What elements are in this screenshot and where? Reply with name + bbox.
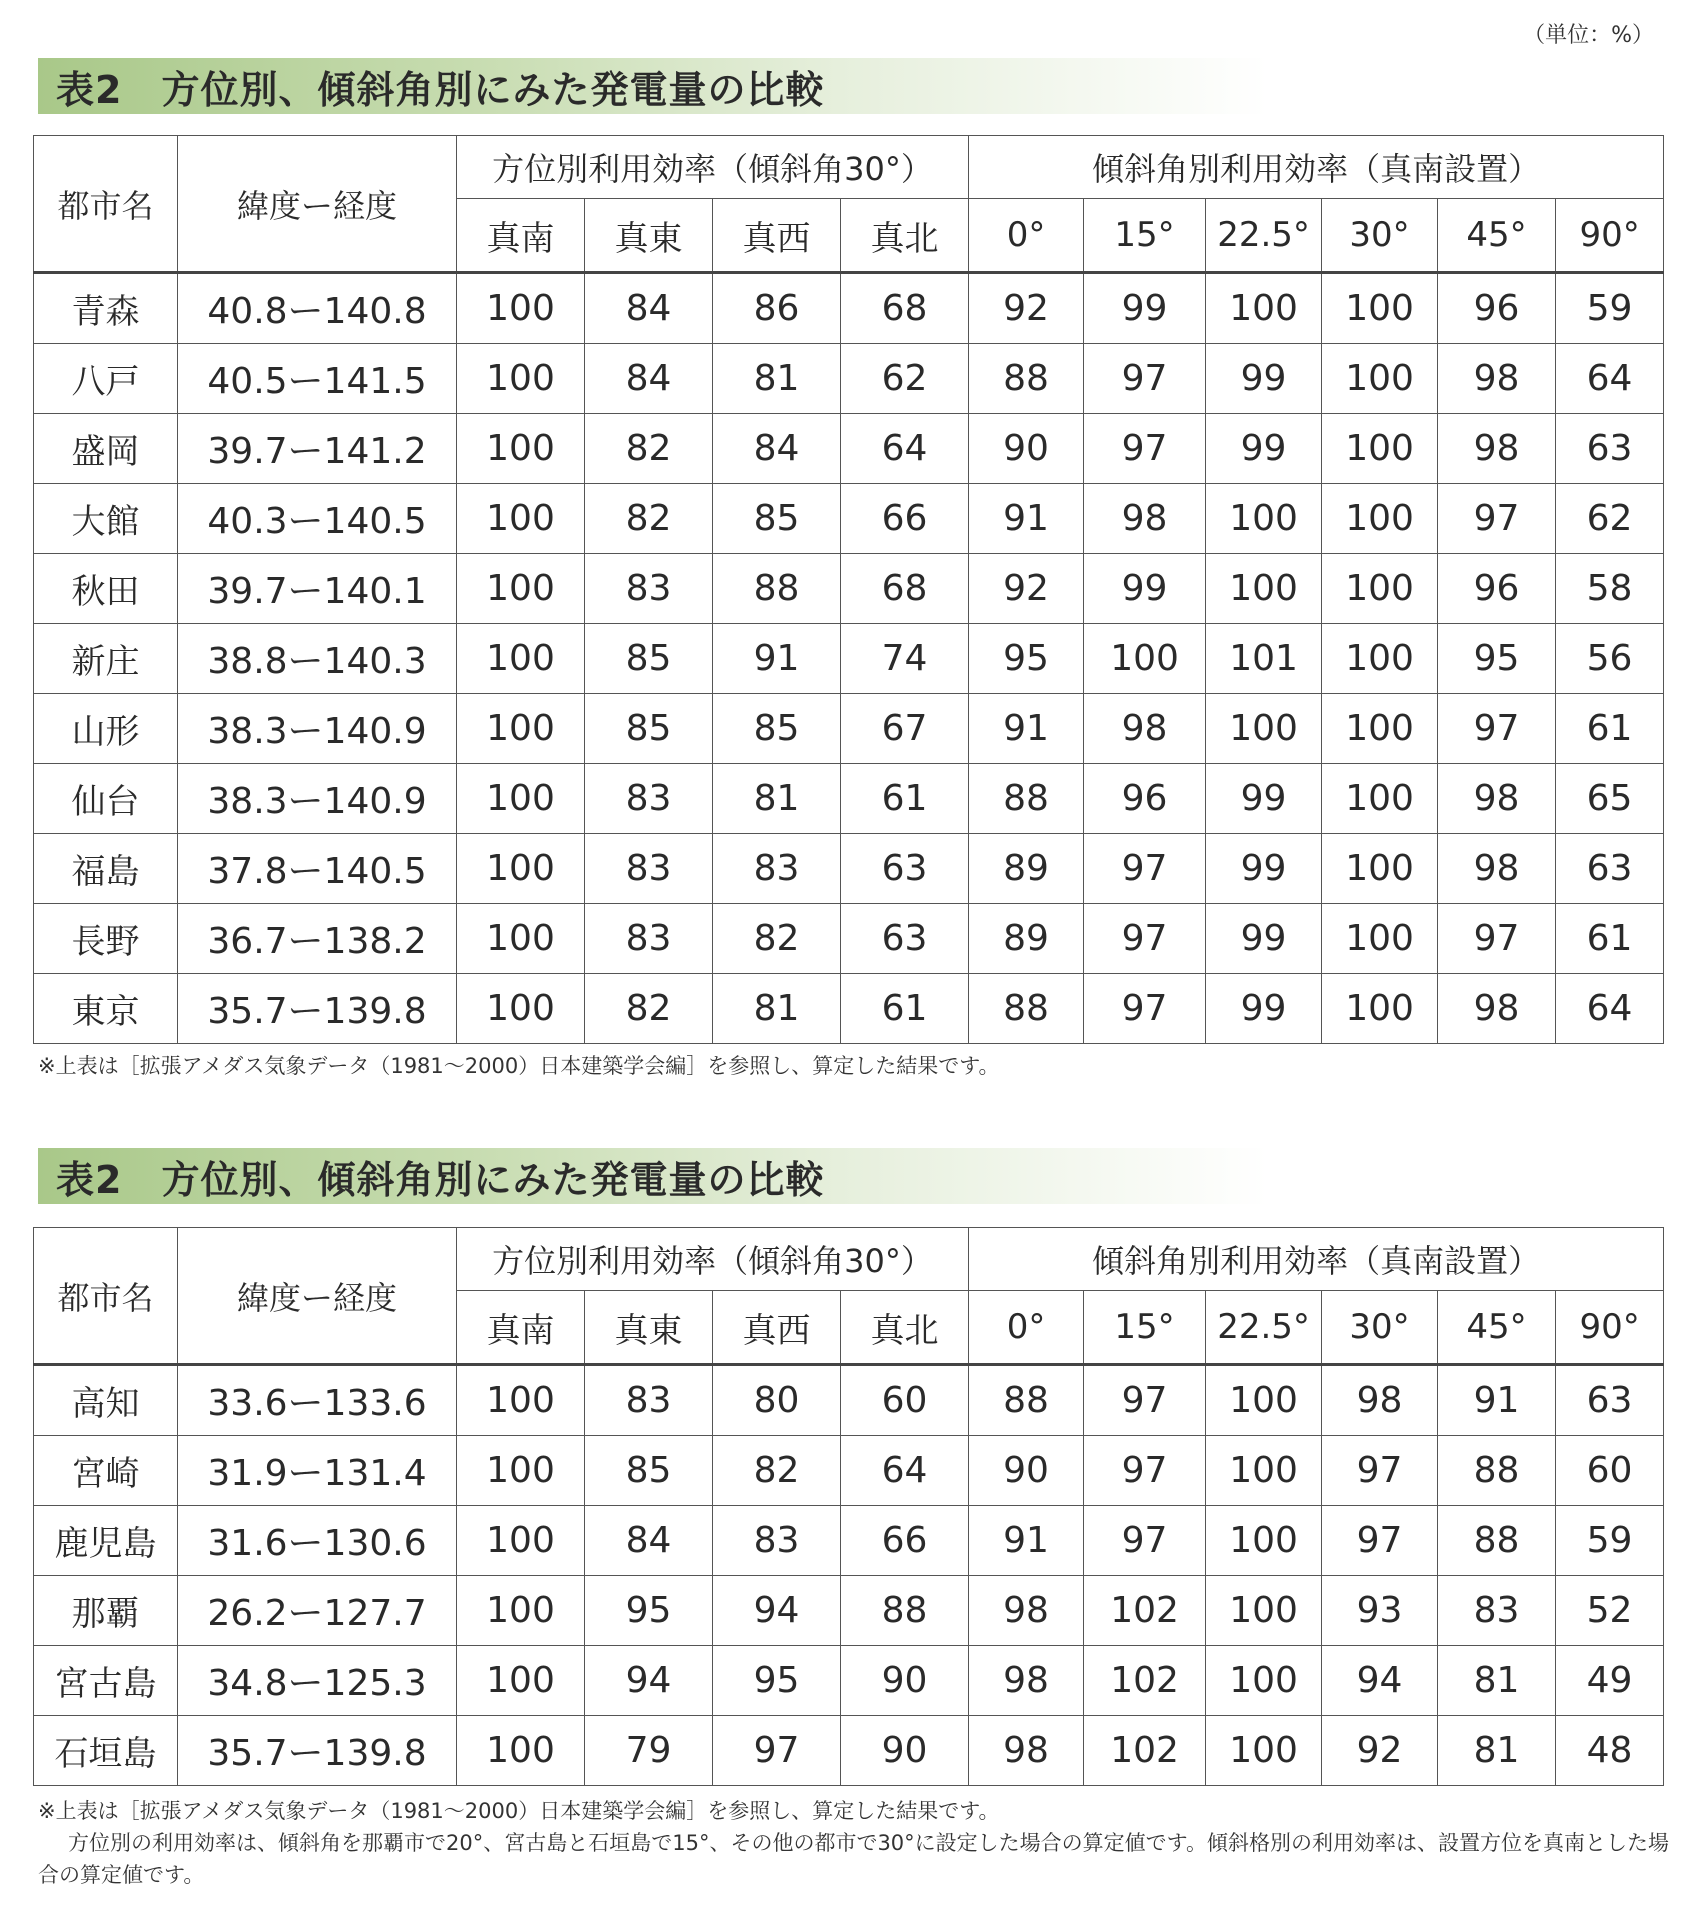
table1 bbox=[33, 135, 1664, 1044]
value-cell: 96 bbox=[1084, 764, 1206, 834]
header-tilt-45: 45° bbox=[1438, 1291, 1556, 1365]
value-cell: 97 bbox=[1084, 414, 1206, 484]
value-cell: 88 bbox=[969, 764, 1084, 834]
value-cell: 85 bbox=[585, 694, 713, 764]
value-cell: 64 bbox=[1556, 344, 1664, 414]
value-cell: 94 bbox=[1322, 1646, 1438, 1716]
header-west: 真西 bbox=[713, 199, 841, 273]
value-cell: 98 bbox=[1322, 1365, 1438, 1436]
value-cell: 92 bbox=[1322, 1716, 1438, 1786]
table-row bbox=[34, 1365, 1664, 1436]
value-cell: 99 bbox=[1206, 974, 1322, 1044]
latlon-cell: 39.7ー141.2 bbox=[178, 414, 457, 484]
latlon-cell: 40.8ー140.8 bbox=[178, 273, 457, 344]
value-cell: 100 bbox=[457, 974, 585, 1044]
value-cell: 97 bbox=[1438, 904, 1556, 974]
latlon-cell: 37.8ー140.5 bbox=[178, 834, 457, 904]
header-orientation-group: 方位別利用効率（傾斜角30°） bbox=[457, 136, 969, 199]
table2-title: 表2 方位別、傾斜角別にみた発電量の比較 bbox=[56, 1157, 825, 1202]
header-west: 真西 bbox=[713, 1291, 841, 1365]
value-cell: 97 bbox=[1084, 1365, 1206, 1436]
value-cell: 100 bbox=[1206, 484, 1322, 554]
value-cell: 82 bbox=[713, 904, 841, 974]
value-cell: 88 bbox=[1438, 1506, 1556, 1576]
city-cell: 石垣島 bbox=[34, 1716, 178, 1786]
value-cell: 100 bbox=[457, 484, 585, 554]
value-cell: 98 bbox=[969, 1646, 1084, 1716]
latlon-cell: 39.7ー140.1 bbox=[178, 554, 457, 624]
table-row bbox=[34, 974, 1664, 1044]
latlon-cell: 33.6ー133.6 bbox=[178, 1365, 457, 1436]
value-cell: 102 bbox=[1084, 1646, 1206, 1716]
header-south: 真南 bbox=[457, 199, 585, 273]
value-cell: 62 bbox=[841, 344, 969, 414]
table-row bbox=[34, 1506, 1664, 1576]
value-cell: 61 bbox=[1556, 904, 1664, 974]
table1-title-bar bbox=[38, 58, 1268, 114]
value-cell: 102 bbox=[1084, 1576, 1206, 1646]
value-cell: 81 bbox=[1438, 1646, 1556, 1716]
value-cell: 99 bbox=[1206, 764, 1322, 834]
value-cell: 100 bbox=[1206, 273, 1322, 344]
value-cell: 98 bbox=[1438, 414, 1556, 484]
table-row bbox=[34, 344, 1664, 414]
value-cell: 82 bbox=[585, 484, 713, 554]
latlon-cell: 35.7ー139.8 bbox=[178, 974, 457, 1044]
table-row bbox=[34, 904, 1664, 974]
value-cell: 100 bbox=[457, 834, 585, 904]
header-tilt-22-5: 22.5° bbox=[1206, 199, 1322, 273]
value-cell: 100 bbox=[457, 1506, 585, 1576]
value-cell: 81 bbox=[713, 974, 841, 1044]
value-cell: 98 bbox=[1084, 484, 1206, 554]
value-cell: 79 bbox=[585, 1716, 713, 1786]
value-cell: 65 bbox=[1556, 764, 1664, 834]
value-cell: 100 bbox=[1322, 414, 1438, 484]
header-tilt-30: 30° bbox=[1322, 199, 1438, 273]
header-tilt-15: 15° bbox=[1084, 1291, 1206, 1365]
city-cell: 新庄 bbox=[34, 624, 178, 694]
unit-label: （単位：%） bbox=[1523, 23, 1654, 48]
value-cell: 100 bbox=[457, 1365, 585, 1436]
value-cell: 84 bbox=[585, 273, 713, 344]
header-latlon: 緯度ー経度 bbox=[178, 136, 457, 273]
value-cell: 97 bbox=[713, 1716, 841, 1786]
header-east: 真東 bbox=[585, 1291, 713, 1365]
header-tilt-0: 0° bbox=[969, 1291, 1084, 1365]
value-cell: 83 bbox=[585, 554, 713, 624]
table2 bbox=[33, 1227, 1664, 1786]
table-row bbox=[34, 484, 1664, 554]
value-cell: 82 bbox=[585, 414, 713, 484]
value-cell: 98 bbox=[1438, 764, 1556, 834]
value-cell: 97 bbox=[1322, 1436, 1438, 1506]
value-cell: 83 bbox=[585, 834, 713, 904]
value-cell: 94 bbox=[585, 1646, 713, 1716]
value-cell: 83 bbox=[585, 904, 713, 974]
value-cell: 88 bbox=[1438, 1436, 1556, 1506]
value-cell: 102 bbox=[1084, 1716, 1206, 1786]
value-cell: 100 bbox=[1322, 554, 1438, 624]
header-city: 都市名 bbox=[34, 1228, 178, 1365]
table-row bbox=[34, 834, 1664, 904]
table2-note-detail: 方位別の利用効率は、傾斜角を那覇市で20°、宮古島と石垣島で15°、その他の都市で30°に設定した場合の算定値です。傾斜格別の利用効率は、設置方位を真南とした場合の算定値です。 bbox=[38, 1831, 1669, 1887]
city-cell: 大館 bbox=[34, 484, 178, 554]
value-cell: 91 bbox=[969, 484, 1084, 554]
value-cell: 74 bbox=[841, 624, 969, 694]
value-cell: 100 bbox=[1322, 273, 1438, 344]
value-cell: 100 bbox=[1322, 624, 1438, 694]
latlon-cell: 40.5ー141.5 bbox=[178, 344, 457, 414]
latlon-cell: 40.3ー140.5 bbox=[178, 484, 457, 554]
value-cell: 88 bbox=[841, 1576, 969, 1646]
latlon-cell: 31.9ー131.4 bbox=[178, 1436, 457, 1506]
value-cell: 97 bbox=[1322, 1506, 1438, 1576]
value-cell: 97 bbox=[1084, 1436, 1206, 1506]
value-cell: 99 bbox=[1206, 344, 1322, 414]
value-cell: 85 bbox=[713, 484, 841, 554]
value-cell: 96 bbox=[1438, 554, 1556, 624]
value-cell: 100 bbox=[457, 694, 585, 764]
value-cell: 100 bbox=[457, 1436, 585, 1506]
latlon-cell: 38.3ー140.9 bbox=[178, 694, 457, 764]
value-cell: 100 bbox=[457, 554, 585, 624]
value-cell: 84 bbox=[585, 344, 713, 414]
city-cell: 秋田 bbox=[34, 554, 178, 624]
value-cell: 99 bbox=[1206, 904, 1322, 974]
value-cell: 88 bbox=[713, 554, 841, 624]
value-cell: 83 bbox=[713, 834, 841, 904]
header-city: 都市名 bbox=[34, 136, 178, 273]
value-cell: 100 bbox=[1206, 1646, 1322, 1716]
header-tilt-30: 30° bbox=[1322, 1291, 1438, 1365]
value-cell: 96 bbox=[1438, 273, 1556, 344]
table-row bbox=[34, 694, 1664, 764]
value-cell: 95 bbox=[969, 624, 1084, 694]
value-cell: 100 bbox=[457, 1716, 585, 1786]
value-cell: 97 bbox=[1438, 694, 1556, 764]
header-east: 真東 bbox=[585, 199, 713, 273]
value-cell: 61 bbox=[1556, 694, 1664, 764]
value-cell: 100 bbox=[457, 344, 585, 414]
value-cell: 62 bbox=[1556, 484, 1664, 554]
value-cell: 100 bbox=[457, 904, 585, 974]
value-cell: 98 bbox=[1438, 834, 1556, 904]
header-tilt-90: 90° bbox=[1556, 199, 1664, 273]
header-south: 真南 bbox=[457, 1291, 585, 1365]
value-cell: 64 bbox=[1556, 974, 1664, 1044]
value-cell: 81 bbox=[1438, 1716, 1556, 1786]
header-tilt-22-5: 22.5° bbox=[1206, 1291, 1322, 1365]
value-cell: 98 bbox=[1438, 344, 1556, 414]
value-cell: 99 bbox=[1206, 414, 1322, 484]
latlon-cell: 26.2ー127.7 bbox=[178, 1576, 457, 1646]
table2-title-bar bbox=[38, 1148, 1268, 1204]
value-cell: 100 bbox=[1322, 834, 1438, 904]
value-cell: 63 bbox=[1556, 1365, 1664, 1436]
value-cell: 97 bbox=[1438, 484, 1556, 554]
value-cell: 100 bbox=[457, 414, 585, 484]
city-cell: 宮古島 bbox=[34, 1646, 178, 1716]
value-cell: 82 bbox=[585, 974, 713, 1044]
city-cell: 宮崎 bbox=[34, 1436, 178, 1506]
city-cell: 高知 bbox=[34, 1365, 178, 1436]
value-cell: 100 bbox=[457, 624, 585, 694]
value-cell: 84 bbox=[713, 414, 841, 484]
latlon-cell: 35.7ー139.8 bbox=[178, 1716, 457, 1786]
latlon-cell: 36.7ー138.2 bbox=[178, 904, 457, 974]
table1-note: ※上表は［拡張アメダス気象データ（1981〜2000）日本建築学会編］を参照し、算定した結果です。 bbox=[38, 1054, 1000, 1078]
header-tilt-45: 45° bbox=[1438, 199, 1556, 273]
latlon-cell: 31.6ー130.6 bbox=[178, 1506, 457, 1576]
value-cell: 100 bbox=[457, 273, 585, 344]
value-cell: 66 bbox=[841, 484, 969, 554]
header-north: 真北 bbox=[841, 199, 969, 273]
value-cell: 100 bbox=[1084, 624, 1206, 694]
city-cell: 八戸 bbox=[34, 344, 178, 414]
table-row bbox=[34, 554, 1664, 624]
value-cell: 90 bbox=[969, 414, 1084, 484]
value-cell: 90 bbox=[841, 1716, 969, 1786]
value-cell: 100 bbox=[1206, 554, 1322, 624]
value-cell: 83 bbox=[1438, 1576, 1556, 1646]
value-cell: 64 bbox=[841, 1436, 969, 1506]
value-cell: 68 bbox=[841, 554, 969, 624]
value-cell: 100 bbox=[1206, 1436, 1322, 1506]
header-tilt-group: 傾斜角別利用効率（真南設置） bbox=[969, 136, 1664, 199]
header-tilt-group: 傾斜角別利用効率（真南設置） bbox=[969, 1228, 1664, 1291]
value-cell: 92 bbox=[969, 273, 1084, 344]
value-cell: 95 bbox=[713, 1646, 841, 1716]
value-cell: 83 bbox=[713, 1506, 841, 1576]
value-cell: 88 bbox=[969, 344, 1084, 414]
value-cell: 100 bbox=[1322, 974, 1438, 1044]
value-cell: 52 bbox=[1556, 1576, 1664, 1646]
value-cell: 97 bbox=[1084, 974, 1206, 1044]
value-cell: 64 bbox=[841, 414, 969, 484]
value-cell: 67 bbox=[841, 694, 969, 764]
value-cell: 83 bbox=[585, 1365, 713, 1436]
value-cell: 59 bbox=[1556, 1506, 1664, 1576]
table2-note: ※上表は［拡張アメダス気象データ（1981〜2000）日本建築学会編］を参照し、算定した結果です。 bbox=[38, 1799, 1000, 1823]
value-cell: 95 bbox=[585, 1576, 713, 1646]
value-cell: 58 bbox=[1556, 554, 1664, 624]
value-cell: 61 bbox=[841, 764, 969, 834]
value-cell: 85 bbox=[713, 694, 841, 764]
value-cell: 98 bbox=[969, 1576, 1084, 1646]
city-cell: 那覇 bbox=[34, 1576, 178, 1646]
value-cell: 81 bbox=[713, 344, 841, 414]
value-cell: 89 bbox=[969, 904, 1084, 974]
value-cell: 90 bbox=[841, 1646, 969, 1716]
value-cell: 94 bbox=[713, 1576, 841, 1646]
value-cell: 99 bbox=[1084, 554, 1206, 624]
table-row bbox=[34, 414, 1664, 484]
city-cell: 長野 bbox=[34, 904, 178, 974]
value-cell: 92 bbox=[969, 554, 1084, 624]
header-north: 真北 bbox=[841, 1291, 969, 1365]
value-cell: 100 bbox=[457, 1646, 585, 1716]
value-cell: 61 bbox=[841, 974, 969, 1044]
value-cell: 100 bbox=[1322, 484, 1438, 554]
value-cell: 97 bbox=[1084, 1506, 1206, 1576]
value-cell: 91 bbox=[1438, 1365, 1556, 1436]
value-cell: 68 bbox=[841, 273, 969, 344]
city-cell: 福島 bbox=[34, 834, 178, 904]
city-cell: 東京 bbox=[34, 974, 178, 1044]
value-cell: 100 bbox=[457, 764, 585, 834]
latlon-cell: 38.3ー140.9 bbox=[178, 764, 457, 834]
value-cell: 100 bbox=[1322, 904, 1438, 974]
value-cell: 93 bbox=[1322, 1576, 1438, 1646]
value-cell: 59 bbox=[1556, 273, 1664, 344]
table-row bbox=[34, 1646, 1664, 1716]
latlon-cell: 38.8ー140.3 bbox=[178, 624, 457, 694]
value-cell: 100 bbox=[1206, 1716, 1322, 1786]
value-cell: 100 bbox=[1206, 1506, 1322, 1576]
value-cell: 100 bbox=[1206, 1365, 1322, 1436]
value-cell: 100 bbox=[1206, 1576, 1322, 1646]
header-orientation-group: 方位別利用効率（傾斜角30°） bbox=[457, 1228, 969, 1291]
table-row bbox=[34, 1576, 1664, 1646]
value-cell: 66 bbox=[841, 1506, 969, 1576]
value-cell: 84 bbox=[585, 1506, 713, 1576]
value-cell: 98 bbox=[1084, 694, 1206, 764]
value-cell: 80 bbox=[713, 1365, 841, 1436]
value-cell: 48 bbox=[1556, 1716, 1664, 1786]
value-cell: 88 bbox=[969, 1365, 1084, 1436]
value-cell: 81 bbox=[713, 764, 841, 834]
value-cell: 101 bbox=[1206, 624, 1322, 694]
header-tilt-0: 0° bbox=[969, 199, 1084, 273]
table-row bbox=[34, 624, 1664, 694]
value-cell: 82 bbox=[713, 1436, 841, 1506]
value-cell: 63 bbox=[1556, 414, 1664, 484]
value-cell: 91 bbox=[969, 694, 1084, 764]
value-cell: 63 bbox=[841, 904, 969, 974]
value-cell: 56 bbox=[1556, 624, 1664, 694]
header-tilt-15: 15° bbox=[1084, 199, 1206, 273]
value-cell: 100 bbox=[457, 1576, 585, 1646]
value-cell: 91 bbox=[969, 1506, 1084, 1576]
value-cell: 60 bbox=[1556, 1436, 1664, 1506]
value-cell: 91 bbox=[713, 624, 841, 694]
latlon-cell: 34.8ー125.3 bbox=[178, 1646, 457, 1716]
table1-title: 表2 方位別、傾斜角別にみた発電量の比較 bbox=[56, 67, 825, 112]
value-cell: 97 bbox=[1084, 344, 1206, 414]
value-cell: 63 bbox=[1556, 834, 1664, 904]
value-cell: 83 bbox=[585, 764, 713, 834]
value-cell: 99 bbox=[1084, 273, 1206, 344]
value-cell: 98 bbox=[1438, 974, 1556, 1044]
city-cell: 鹿児島 bbox=[34, 1506, 178, 1576]
value-cell: 49 bbox=[1556, 1646, 1664, 1716]
value-cell: 99 bbox=[1206, 834, 1322, 904]
value-cell: 90 bbox=[969, 1436, 1084, 1506]
value-cell: 98 bbox=[969, 1716, 1084, 1786]
value-cell: 60 bbox=[841, 1365, 969, 1436]
table-row bbox=[34, 1716, 1664, 1786]
value-cell: 88 bbox=[969, 974, 1084, 1044]
value-cell: 100 bbox=[1322, 764, 1438, 834]
value-cell: 89 bbox=[969, 834, 1084, 904]
header-latlon: 緯度ー経度 bbox=[178, 1228, 457, 1365]
city-cell: 盛岡 bbox=[34, 414, 178, 484]
header-tilt-90: 90° bbox=[1556, 1291, 1664, 1365]
city-cell: 青森 bbox=[34, 273, 178, 344]
table-row bbox=[34, 273, 1664, 344]
value-cell: 97 bbox=[1084, 904, 1206, 974]
table-row bbox=[34, 1436, 1664, 1506]
value-cell: 63 bbox=[841, 834, 969, 904]
value-cell: 85 bbox=[585, 624, 713, 694]
value-cell: 100 bbox=[1206, 694, 1322, 764]
value-cell: 100 bbox=[1322, 344, 1438, 414]
value-cell: 97 bbox=[1084, 834, 1206, 904]
city-cell: 仙台 bbox=[34, 764, 178, 834]
value-cell: 95 bbox=[1438, 624, 1556, 694]
value-cell: 100 bbox=[1322, 694, 1438, 764]
value-cell: 85 bbox=[585, 1436, 713, 1506]
city-cell: 山形 bbox=[34, 694, 178, 764]
table-row bbox=[34, 764, 1664, 834]
value-cell: 86 bbox=[713, 273, 841, 344]
